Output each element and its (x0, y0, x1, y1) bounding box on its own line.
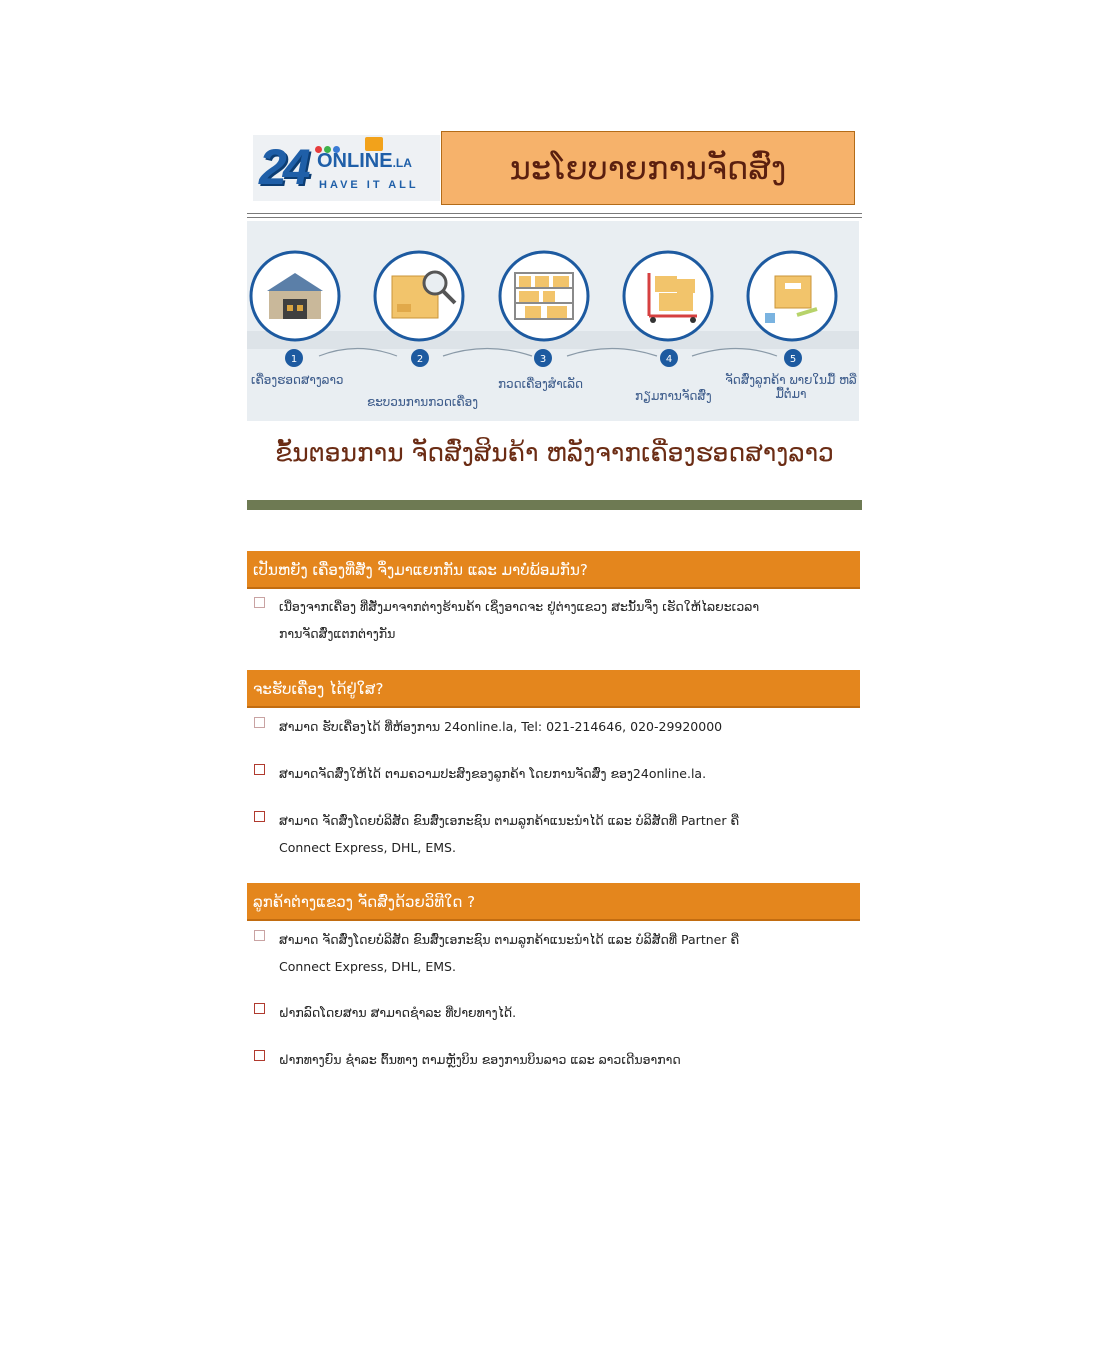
section-heading: ລູກຄ້າຕ່າງແຂວງ ຈັດສົ່ງດ້ວຍວິທີໃດ ? (247, 883, 860, 921)
step-label-5: ຈັດສົ່ງລູກຄ້າ ພາຍໃນມື້ ຫລື ມື້ຕໍ່ມາ (725, 373, 857, 401)
step-number: 5 (789, 354, 797, 365)
step-label-4: ກຽມການຈັດສົ່ງ (635, 389, 712, 403)
logo-tagline: HAVE IT ALL (319, 179, 419, 191)
list-item-line: ເນື່ອງຈາກເຄື່ອງ ທີ່ສັ່ງມາຈາກຕ່າງຮ້ານຄ້າ ເຊິ່ງອາດຈະ ຢູ່ຕ່າງແຂວງ ສະນັ້ນຈຶ່ງ ເຮັດໃຫ້ໄລຍະເວລາ (279, 599, 760, 614)
logo-brand-text: ONLINE (317, 150, 393, 172)
process-banner (247, 221, 859, 421)
page-title-box (441, 131, 855, 205)
list-item-line: ສາມາດ ຈັດສົ່ງໂດຍບໍລິສັດ ຂົນສົ່ງເອກະຊົນ ຕາມລູກຄ້າແນະນຳໄດ້ ແລະ ບໍລິສັດທີ່ Partner ຄື (279, 813, 740, 828)
logo-brand (317, 149, 412, 175)
page-title: ນະໂຍບາຍການຈັດສົ່ງ (509, 149, 787, 187)
checkbox-icon (254, 1003, 265, 1014)
list-item-line: ສາມາດ ຮັບເຄື່ອງໄດ້ ທີ່ຫ້ອງການ 24online.la, Tel: 021-214646, 020-29920000 (279, 719, 723, 734)
list-item-line: ຝາກລົດໂດຍສານ ສາມາດຊຳລະ ທີ່ປາຍທາງໄດ້. (279, 1005, 517, 1020)
list-item-line: Connect Express, DHL, EMS. (279, 840, 456, 855)
step-label-2: ຂະບວນການກວດເຄື່ອງ (367, 395, 479, 409)
step-label-1: ເຄື່ອງຮອດສາງລາວ (251, 373, 344, 387)
company-logo (253, 135, 440, 201)
list-item (254, 807, 854, 861)
checkbox-icon (254, 717, 265, 728)
checkbox-icon (254, 811, 265, 822)
list-item-line: ການຈັດສົ່ງແຕກຕ່າງກັນ (279, 626, 396, 641)
inspection-icon (375, 252, 463, 340)
cart-icon (624, 252, 712, 340)
logo-number: 24 (259, 139, 307, 195)
section-heading: ຈະຮັບເຄື່ອງ ໄດ້ຢູ່ໃສ? (247, 670, 860, 708)
list-item (254, 760, 854, 787)
list-item-line: ສາມາດຈັດສົ່ງໃຫ້ໄດ້ ຕາມຄວາມປະສົງຂອງລູກຄ້າ ໂດຍການຈັດສົ່ງ ຂອງ24online.la. (279, 766, 707, 781)
step-label-3: ກວດເຄື່ອງສຳເລັດ (498, 377, 584, 391)
list-item (254, 713, 854, 740)
list-item-line: ຝາກທາງຍົນ ຊຳລະ ຕົ້ນທາງ ຕາມຫຼັງບິນ ຂອງການບິນລາວ ແລະ ລາວເດີນອາກາດ (279, 1052, 681, 1067)
shelves-icon (500, 252, 588, 340)
warehouse-icon (251, 252, 339, 340)
list-item (254, 999, 854, 1026)
checkbox-icon (254, 930, 265, 941)
step-number: 1 (290, 354, 298, 365)
checkbox-icon (254, 597, 265, 608)
checkbox-icon (254, 1050, 265, 1061)
list-item (254, 593, 854, 647)
list-item-line: Connect Express, DHL, EMS. (279, 959, 456, 974)
section-heading: ເປັນຫຍັງ ເຄື່ອງທີ່ສັ່ງ ຈຶ່ງມາແຍກກັນ ແລະ ມາບໍ່ພ້ອມກັນ? (247, 551, 860, 589)
header-divider (247, 213, 862, 218)
step-number: 2 (416, 354, 424, 365)
checkbox-icon (254, 764, 265, 775)
list-item (254, 1046, 854, 1073)
step-number: 3 (539, 354, 547, 365)
process-caption: ຂັ້ນຕອນການ ຈັດສົ່ງສິນຄ້າ ຫລັງຈາກເຄື່ອງຮອດສາງລາວ (275, 438, 834, 467)
list-item-line: ສາມາດ ຈັດສົ່ງໂດຍບໍລິສັດ ຂົນສົ່ງເອກະຊົນ ຕາມລູກຄ້າແນະນຳໄດ້ ແລະ ບໍລິສັດທີ່ Partner ຄື (279, 932, 740, 947)
list-item (254, 926, 854, 980)
section-divider (247, 500, 862, 510)
delivery-icon (748, 252, 836, 340)
step-number: 4 (665, 354, 673, 365)
logo-suffix: .LA (392, 156, 412, 170)
